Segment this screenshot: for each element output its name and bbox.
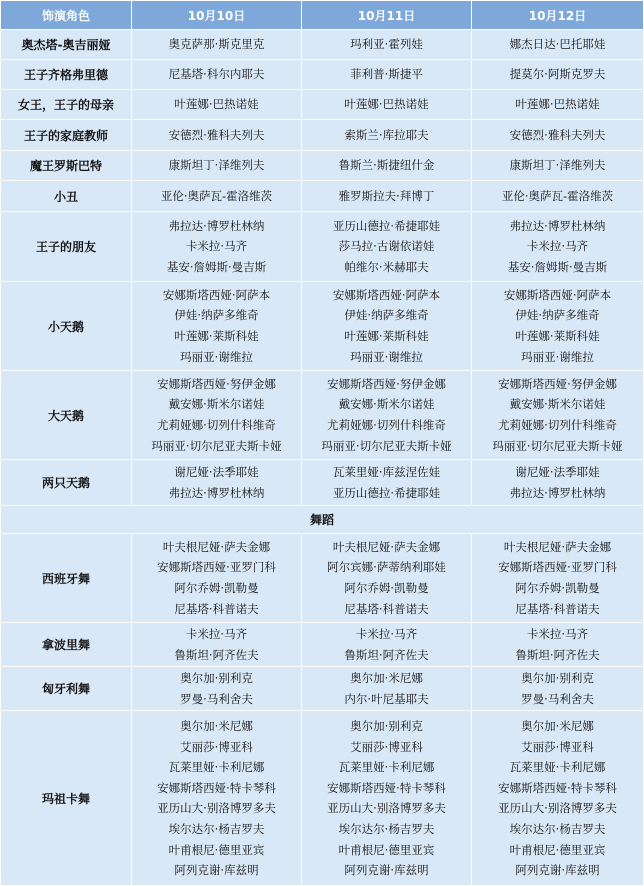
cast-cell-date-2 xyxy=(302,212,472,282)
role-cell: 女王，王子的母亲 xyxy=(1,90,132,120)
cast-cell-date-2 xyxy=(302,60,472,90)
role-cell: 王子的朋友 xyxy=(1,212,132,282)
performer-name: 叶莲娜·巴热诺娃 xyxy=(515,97,600,112)
performer-name: 安德烈·雅科夫列夫 xyxy=(168,127,265,142)
section-title: 舞蹈 xyxy=(1,506,644,534)
cast-cell-date-3 xyxy=(472,212,644,282)
header-date-2: 10月11日 xyxy=(302,1,472,30)
cast-cell-date-3 xyxy=(472,151,644,181)
role-cell: 王子齐格弗里德 xyxy=(1,60,132,90)
cast-cell-date-1 xyxy=(132,90,302,120)
cast-cell-date-1 xyxy=(132,181,302,212)
performer-name: 卡米拉·马齐 xyxy=(185,239,248,254)
cast-cell-date-2 xyxy=(302,371,472,460)
table-row xyxy=(1,212,644,282)
performer-name: 埃尔达尔·杨吉罗夫 xyxy=(168,821,265,836)
performer-name: 叶夫根尼娅·萨夫金娜 xyxy=(503,539,612,554)
performer-name: 奥尔加·米尼娜 xyxy=(521,719,594,733)
cast-cell-date-2 xyxy=(302,181,472,212)
table-row xyxy=(1,460,644,506)
cast-cell-date-3 xyxy=(472,60,644,90)
cast-cell-date-2 xyxy=(302,120,472,151)
header-date-3: 10月12日 xyxy=(472,1,644,30)
performer-name: 尤莉娅娜·切列什科维奇 xyxy=(327,418,446,432)
performer-name: 亚历山德拉·希捷耶娃 xyxy=(332,485,441,500)
cast-cell-date-1 xyxy=(132,120,302,151)
cast-cell-date-3 xyxy=(472,181,644,212)
performer-name: 基安·詹姆斯·曼吉斯 xyxy=(166,259,267,274)
performer-name: 艾丽莎·博亚科 xyxy=(350,739,423,754)
performer-name: 索斯兰·库拉耶夫 xyxy=(344,127,429,142)
performer-name: 阿尔宾娜·萨蒂纳利耶娃 xyxy=(327,560,446,575)
performer-name: 奥尔加·别利克 xyxy=(350,719,423,733)
table-row xyxy=(1,371,644,460)
performer-name: 戴安娜·斯米尔诺娃 xyxy=(168,397,265,412)
performer-name: 亚伦·奥萨瓦-霍洛维茨 xyxy=(501,188,614,203)
performer-name: 罗曼·马利舍夫 xyxy=(180,691,253,706)
performer-name: 尼基塔·科普诺夫 xyxy=(515,601,600,616)
table-row xyxy=(1,667,644,711)
cast-cell-date-3 xyxy=(472,371,644,460)
performer-name: 安娜斯塔西娅·特卡琴科 xyxy=(498,780,617,795)
performer-name: 阿尔乔姆·凯勒曼 xyxy=(344,581,429,595)
performer-name: 玛丽亚·切尔尼亚夫斯卡娅 xyxy=(492,438,623,453)
cast-cell-date-1 xyxy=(132,282,302,371)
performer-name: 阿列克谢·库兹明 xyxy=(515,863,600,878)
performer-name: 安娜斯塔西娅·亚罗门科 xyxy=(498,560,617,575)
table-row xyxy=(1,60,644,90)
cast-cell-date-1 xyxy=(132,371,302,460)
performer-name: 菲利普·斯捷平 xyxy=(350,67,423,82)
table-body-roles xyxy=(1,30,644,506)
table-row xyxy=(1,711,644,886)
performer-name: 鲁斯坦·阿齐佐夫 xyxy=(515,647,600,662)
performer-name: 瓦莱里娅·库兹涅佐娃 xyxy=(332,464,441,479)
role-cell: 小丑 xyxy=(1,181,132,212)
performer-name: 鲁斯坦·阿齐佐夫 xyxy=(344,647,429,662)
performer-name: 伊娃·纳萨多维奇 xyxy=(515,308,600,323)
section-row-dance xyxy=(1,506,644,534)
performer-name: 瓦莱里娅·卡利尼娜 xyxy=(168,760,265,775)
performer-name: 安德烈·雅科夫列夫 xyxy=(509,127,606,142)
performer-name: 弗拉达·博罗杜林纳 xyxy=(168,485,265,500)
performer-name: 安娜斯塔西娅·特卡琴科 xyxy=(157,780,276,795)
performer-name: 康斯坦丁·泽维列夫 xyxy=(509,158,606,173)
cast-cell-date-2 xyxy=(302,534,472,623)
performer-name: 阿列克谢·库兹明 xyxy=(174,863,259,878)
performer-name: 玛丽亚·谢维拉 xyxy=(521,349,594,364)
cast-cell-date-3 xyxy=(472,282,644,371)
performer-name: 罗曼·马利舍夫 xyxy=(521,691,594,706)
role-cell: 王子的家庭教师 xyxy=(1,120,132,151)
performer-name: 帕维尔·米赫耶夫 xyxy=(344,259,429,274)
performer-name: 安娜斯塔西娅·阿萨本 xyxy=(162,287,271,302)
performer-name: 卡米拉·马齐 xyxy=(355,627,418,641)
cast-cell-date-1 xyxy=(132,623,302,667)
performer-name: 内尔·叶尼基耶夫 xyxy=(344,691,429,706)
role-cell: 大天鹅 xyxy=(1,371,132,460)
role-cell: 西班牙舞 xyxy=(1,534,132,623)
performer-name: 尤莉娅娜·切列什科维奇 xyxy=(157,418,276,432)
table-row xyxy=(1,90,644,120)
cast-cell-date-3 xyxy=(472,623,644,667)
role-cell: 匈牙利舞 xyxy=(1,667,132,711)
cast-cell-date-2 xyxy=(302,151,472,181)
performer-name: 卡米拉·马齐 xyxy=(185,627,248,641)
cast-cell-date-1 xyxy=(132,667,302,711)
performer-name: 叶莲娜·莱斯科娃 xyxy=(174,329,259,343)
role-cell: 玛祖卡舞 xyxy=(1,711,132,886)
table-row xyxy=(1,151,644,181)
performer-name: 提莫尔·阿斯克罗夫 xyxy=(509,67,606,82)
performer-name: 亚历山大·别洛博罗多夫 xyxy=(498,801,617,816)
performer-name: 尼基塔·科尔内耶夫 xyxy=(168,67,265,82)
performer-name: 弗拉达·博罗杜林纳 xyxy=(168,218,265,233)
performer-name: 莎马拉·古谢依诺娃 xyxy=(338,239,435,254)
cast-cell-date-3 xyxy=(472,460,644,506)
performer-name: 瓦莱里娅·卡利尼娜 xyxy=(509,760,606,775)
performer-name: 叶夫根尼娅·萨夫金娜 xyxy=(332,539,441,554)
cast-cell-date-1 xyxy=(132,30,302,60)
performer-name: 奥尔加·米尼娜 xyxy=(350,671,423,686)
performer-name: 叶莲娜·莱斯科娃 xyxy=(344,329,429,343)
performer-name: 尼基塔·科普诺夫 xyxy=(344,601,429,616)
performer-name: 亚历山德拉·希捷耶娃 xyxy=(332,218,441,233)
performer-name: 瓦莱里娅·卡利尼娜 xyxy=(338,760,435,775)
role-cell: 小天鹅 xyxy=(1,282,132,371)
cast-cell-date-1 xyxy=(132,60,302,90)
performer-name: 埃尔达尔·杨吉罗夫 xyxy=(338,821,435,836)
performer-name: 康斯坦丁·泽维列夫 xyxy=(168,158,265,173)
performer-name: 阿尔乔姆·凯勒曼 xyxy=(174,581,259,595)
performer-name: 埃尔达尔·杨吉罗夫 xyxy=(509,821,606,836)
performer-name: 安娜斯塔西娅·特卡琴科 xyxy=(327,780,446,795)
performer-name: 伊娃·纳萨多维奇 xyxy=(344,308,429,323)
cast-cell-date-2 xyxy=(302,460,472,506)
performer-name: 安娜斯塔西娅·努伊金娜 xyxy=(498,376,617,391)
performer-name: 安娜斯塔西娅·阿萨本 xyxy=(503,287,612,302)
performer-name: 玛丽亚·切尔尼亚夫斯卡娅 xyxy=(151,438,282,453)
performer-name: 娜杰日达·巴托耶娃 xyxy=(509,37,606,52)
table-row xyxy=(1,282,644,371)
cast-cell-date-3 xyxy=(472,30,644,60)
performer-name: 戴安娜·斯米尔诺娃 xyxy=(338,397,435,412)
performer-name: 叶甫根尼·德里亚宾 xyxy=(168,842,265,857)
header-row xyxy=(1,1,644,30)
performer-name: 谢尼娅·法季耶娃 xyxy=(174,464,259,479)
performer-name: 安娜斯塔西娅·阿萨本 xyxy=(332,287,441,302)
performer-name: 玛丽亚·谢维拉 xyxy=(350,349,423,364)
table-body-dances xyxy=(1,534,644,886)
table-row xyxy=(1,534,644,623)
cast-cell-date-2 xyxy=(302,282,472,371)
header-date-1: 10月10日 xyxy=(132,1,302,30)
performer-name: 奥尔加·别利克 xyxy=(180,671,253,686)
performer-name: 安娜斯塔西娅·努伊金娜 xyxy=(327,376,446,391)
cast-cell-date-3 xyxy=(472,667,644,711)
cast-cell-date-1 xyxy=(132,460,302,506)
performer-name: 奥尔加·米尼娜 xyxy=(180,719,253,733)
cast-cell-date-1 xyxy=(132,711,302,886)
performer-name: 艾丽莎·博亚科 xyxy=(521,739,594,754)
performer-name: 伊娃·纳萨多维奇 xyxy=(174,308,259,323)
performer-name: 玛丽亚·切尔尼亚夫斯卡娅 xyxy=(321,438,452,453)
performer-name: 卡米拉·马齐 xyxy=(526,627,589,641)
cast-cell-date-1 xyxy=(132,534,302,623)
table-row xyxy=(1,181,644,212)
performer-name: 弗拉达·博罗杜林纳 xyxy=(509,218,606,233)
performer-name: 玛丽亚·谢维拉 xyxy=(180,349,253,364)
role-cell: 奥杰塔-奥吉丽娅 xyxy=(1,30,132,60)
performer-name: 尤莉娅娜·切列什科维奇 xyxy=(498,418,617,432)
performer-name: 亚伦·奥萨瓦-霍洛维茨 xyxy=(160,188,273,203)
performer-name: 亚历山大·别洛博罗多夫 xyxy=(327,801,446,816)
performer-name: 安娜斯塔西娅·努伊金娜 xyxy=(157,376,276,391)
performer-name: 戴安娜·斯米尔诺娃 xyxy=(509,397,606,412)
role-cell: 魔王罗斯巴特 xyxy=(1,151,132,181)
performer-name: 鲁斯兰·斯捷纽什金 xyxy=(338,158,435,173)
performer-name: 阿列克谢·库兹明 xyxy=(344,863,429,878)
performer-name: 阿尔乔姆·凯勒曼 xyxy=(515,581,600,595)
cast-cell-date-2 xyxy=(302,30,472,60)
cast-cell-date-2 xyxy=(302,711,472,886)
table-row xyxy=(1,623,644,667)
cast-cell-date-2 xyxy=(302,623,472,667)
performer-name: 尼基塔·科普诺夫 xyxy=(174,601,259,616)
performer-name: 谢尼娅·法季耶娃 xyxy=(515,464,600,479)
performer-name: 鲁斯坦·阿齐佐夫 xyxy=(174,647,259,662)
performer-name: 雅罗斯拉夫·拜博丁 xyxy=(338,188,435,203)
header-role: 饰演角色 xyxy=(1,1,132,30)
performer-name: 叶甫根尼·德里亚宾 xyxy=(338,842,435,857)
performer-name: 弗拉达·博罗杜林纳 xyxy=(509,485,606,500)
performer-name: 叶莲娜·巴热诺娃 xyxy=(174,97,259,112)
table-row xyxy=(1,30,644,60)
cast-cell-date-1 xyxy=(132,212,302,282)
performer-name: 卡米拉·马齐 xyxy=(526,239,589,254)
performer-name: 艾丽莎·博亚科 xyxy=(180,739,253,754)
performer-name: 叶夫根尼娅·萨夫金娜 xyxy=(162,539,271,554)
cast-cell-date-2 xyxy=(302,667,472,711)
cast-cell-date-3 xyxy=(472,90,644,120)
performer-name: 亚历山大·别洛博罗多夫 xyxy=(157,801,276,816)
performer-name: 叶莲娜·莱斯科娃 xyxy=(515,329,600,343)
role-cell: 拿波里舞 xyxy=(1,623,132,667)
cast-cell-date-3 xyxy=(472,120,644,151)
cast-cell-date-3 xyxy=(472,711,644,886)
cast-cell-date-1 xyxy=(132,151,302,181)
performer-name: 玛利亚·霍列娃 xyxy=(350,37,423,52)
performer-name: 基安·詹姆斯·曼吉斯 xyxy=(507,259,608,274)
role-cell: 两只天鹅 xyxy=(1,460,132,506)
performer-name: 安娜斯塔西娅·亚罗门科 xyxy=(157,560,276,575)
performer-name: 奥尔加·别利克 xyxy=(521,671,594,686)
performer-name: 叶甫根尼·德里亚宾 xyxy=(509,842,606,857)
performer-name: 叶莲娜·巴热诺娃 xyxy=(344,97,429,112)
performer-name: 奥克萨那·斯克里克 xyxy=(168,37,265,52)
table-row xyxy=(1,120,644,151)
cast-cell-date-2 xyxy=(302,90,472,120)
cast-cell-date-3 xyxy=(472,534,644,623)
